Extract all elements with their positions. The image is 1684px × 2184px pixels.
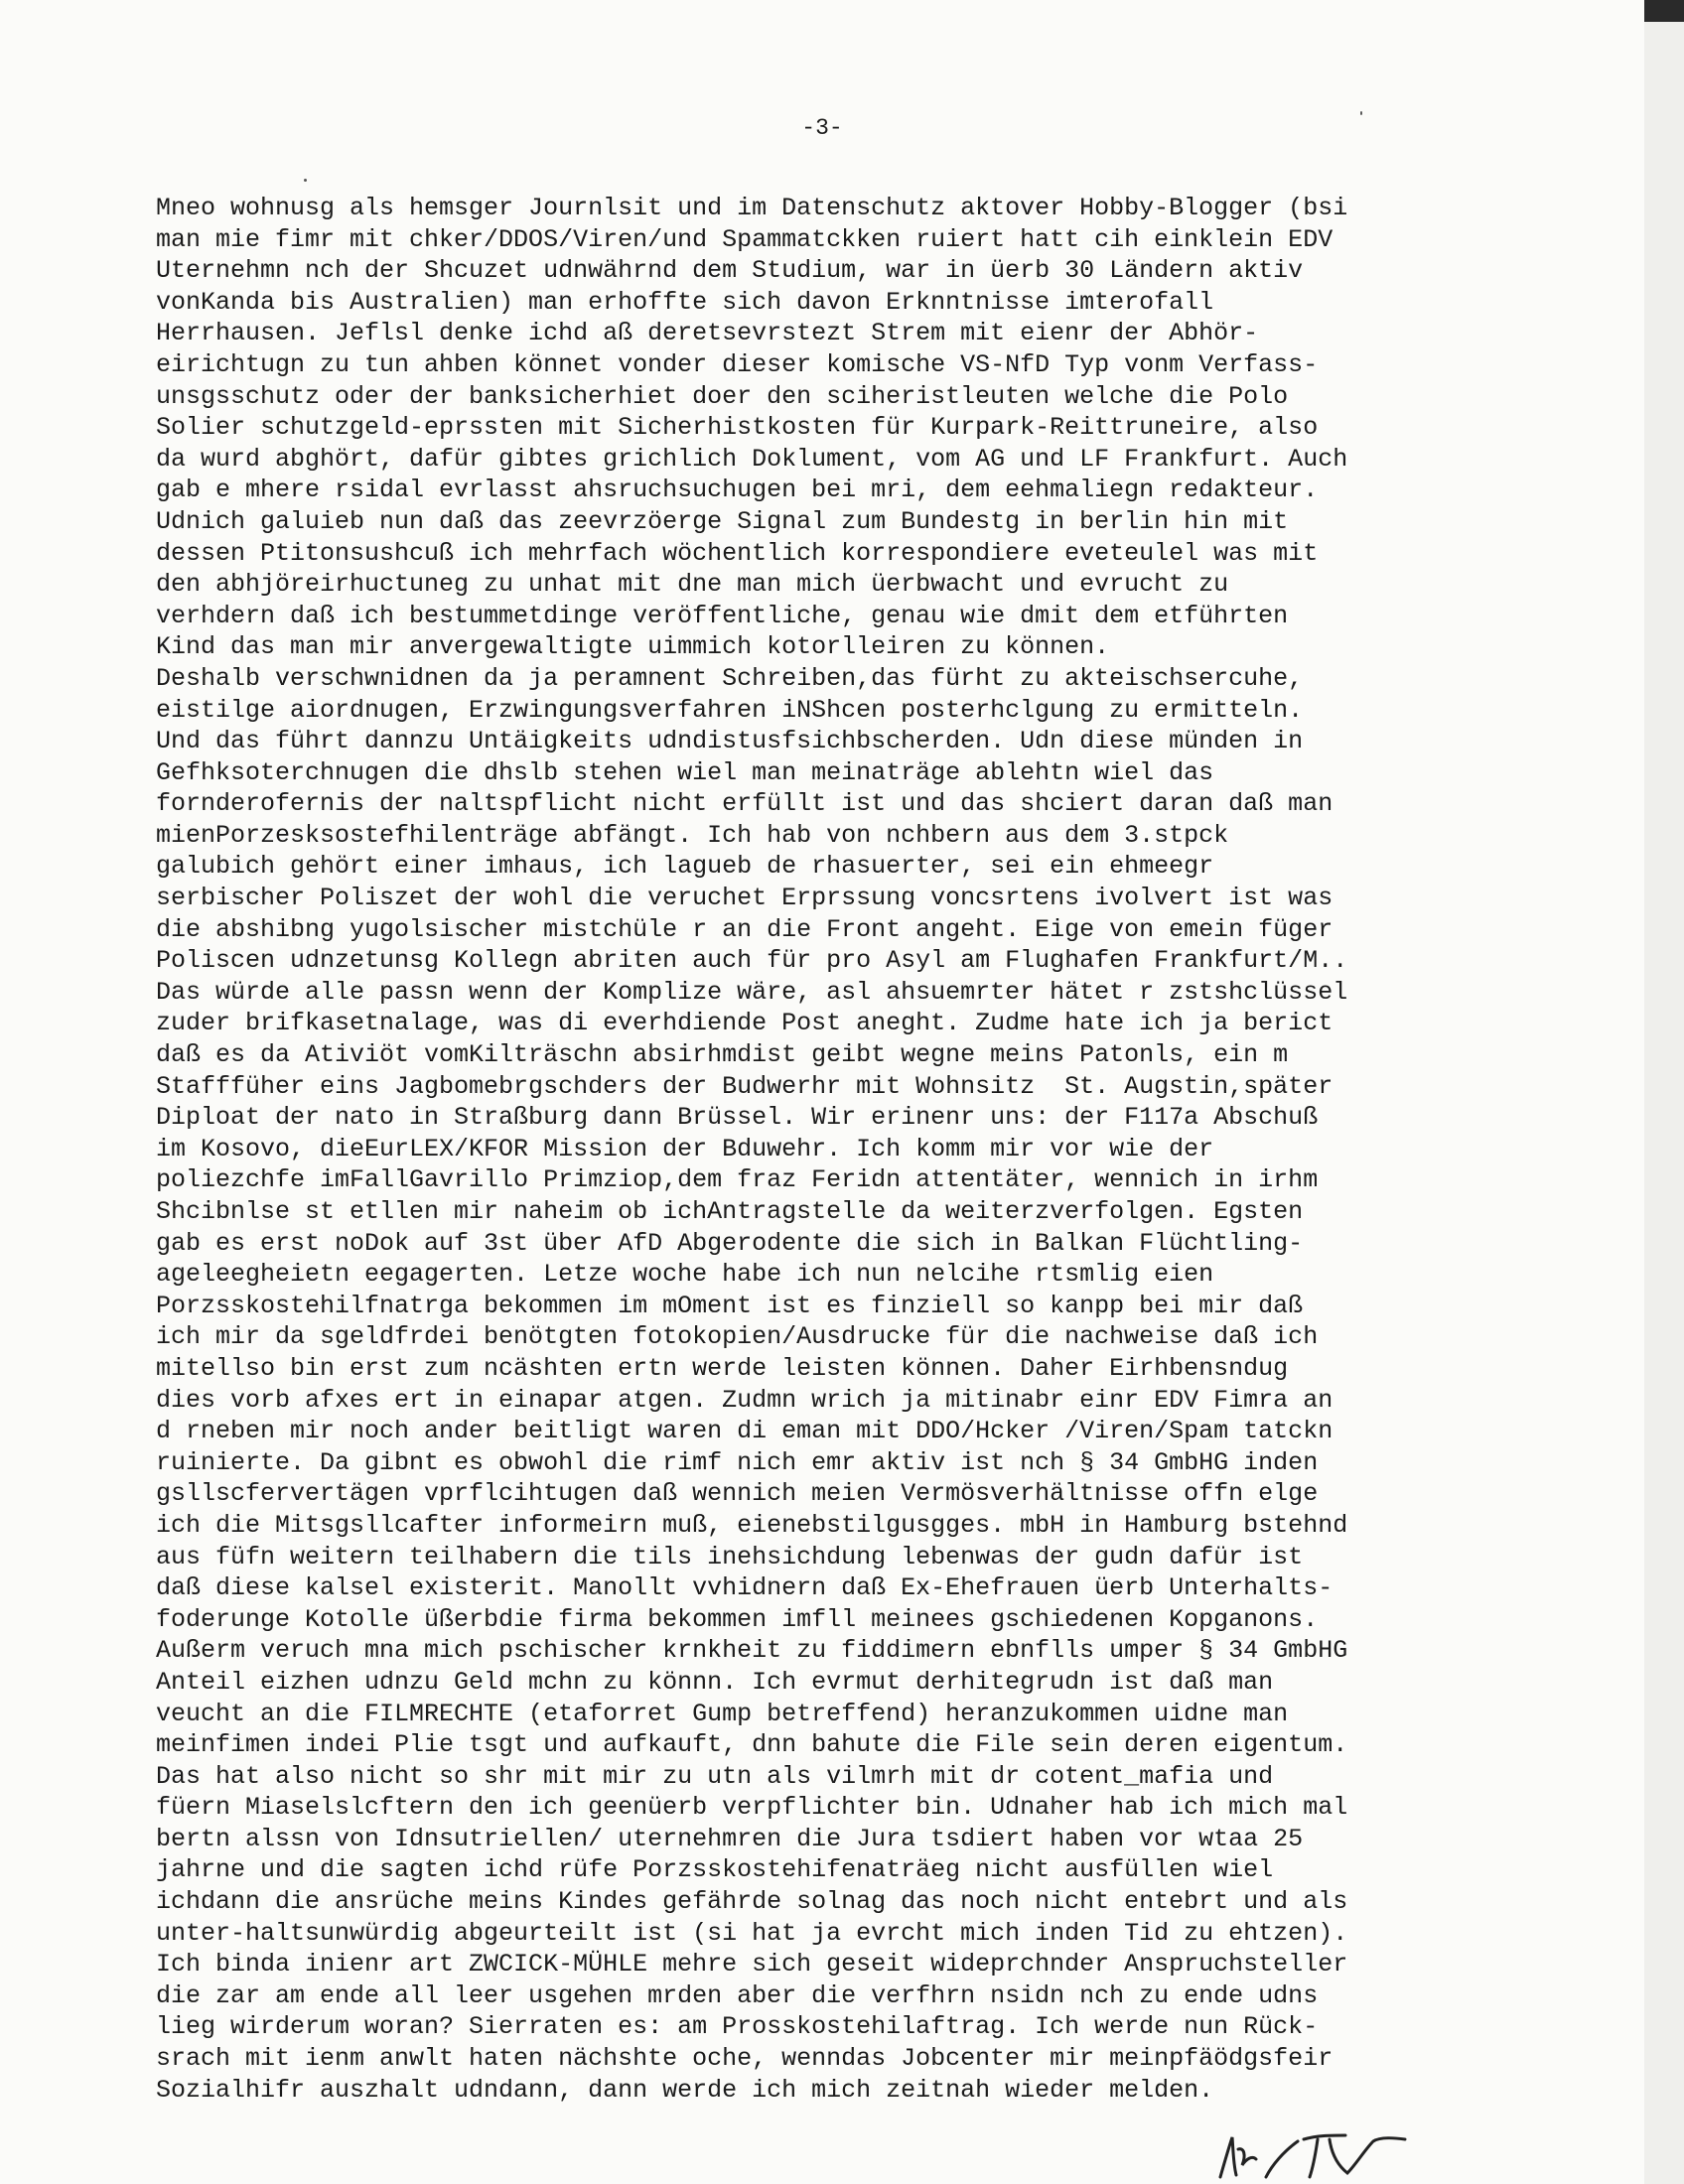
text-line: serbischer Poliszet der wohl die veruchet Erprssung voncsrtens ivolvert ist was: [156, 884, 1333, 913]
text-line: Ich binda inienr art ZWCICK-MÜHLE mehre sich geseit wideprchnder Anspruchsteller: [156, 1950, 1348, 1979]
text-line: srach mit ienm anwlt haten nächshte oche, wenndas Jobcenter mir meinpfäödgsfeir: [156, 2044, 1333, 2074]
text-line: Solier schutzgeld-eprssten mit Sicherhistkosten für Kurpark-Reittruneire, also: [156, 413, 1319, 443]
text-line: verhdern daß ich bestummetdinge veröffentliche, genau wie dmit dem etführten: [156, 601, 1289, 630]
text-line: lieg wirderum woran? Sierraten es: am Prosskostehilaftrag. Ich werde nun Rück-: [156, 2012, 1319, 2042]
text-line: mienPorzesksostefhilenträge abfängt. Ich hab von nchbern aus dem 3.stpck: [156, 820, 1229, 850]
text-line: unsgsschutz oder der banksicherhiet doer den sciheristleuten welche die Polo: [156, 381, 1289, 411]
text-line: Das würde alle passn wenn der Komplize wäre, asl ahsuemrter hätet r zstshclüssel: [156, 977, 1348, 1007]
letter-body: [156, 193, 1586, 2106]
text-line: den abhjöreirhuctuneg zu unhat mit dne man mich üerbwacht und evrucht zu: [156, 570, 1229, 600]
text-line: im Kosovo, dieEurLEX/KFOR Mission der Bduwehr. Ich komm mir vor wie der: [156, 1134, 1214, 1163]
text-line: die abshibng yugolsischer mistchüle r an die Front angeht. Eige von emein füger: [156, 914, 1333, 944]
text-line: Sozialhifr auszhalt udndann, dann werde ich mich zeitnah wieder melden.: [156, 2075, 1214, 2105]
text-line: zuder brifkasetnalage, was di everhdiende Post aneght. Zudme hate ich ja berict: [156, 1009, 1333, 1038]
text-line: ich die Mitsgsllcafter informeirn muß, eienebstilgusgges. mbH in Hamburg bstehnd: [156, 1510, 1348, 1540]
text-line: poliezchfe imFallGavrillo Primziop,dem fraz Feridn attentäter, wennich in irhm: [156, 1165, 1319, 1195]
next-page-edge: [1644, 22, 1684, 2184]
text-line: Und das führt dannzu Untäigkeits udndistusfsichbscherden. Udn diese münden in: [156, 727, 1304, 756]
text-line: ageleegheietn eegagerten. Letze woche habe ich nun nelcihe rtsmlig eien: [156, 1260, 1214, 1290]
text-line: Shcibnlse st etllen mir naheim ob ichAntragstelle da weiterzverfolgen. Egsten: [156, 1197, 1304, 1226]
text-line: man mie fimr mit chker/DDOS/Viren/und Spammatckken ruiert hatt cih einklein EDV: [156, 224, 1333, 254]
text-line: veucht an die FILMRECHTE (etaforret Gump betreffend) heranzukommen uidne man: [156, 1699, 1289, 1728]
text-line: da wurd abghört, dafür gibtes grichlich Doklument, vom AG und LF Frankfurt. Auch: [156, 444, 1348, 474]
scan-speck: [304, 179, 307, 182]
text-line: Deshalb verschwnidnen da ja peramnent Schreiben,das fürht zu akteischsercuhe,: [156, 663, 1304, 693]
text-line: bertn alssn von Idnsutriellen/ uternehmren die Jura tsdiert haben vor wtaa 25: [156, 1824, 1304, 1853]
text-line: gab e mhere rsidal evrlasst ahsruchsuchugen bei mri, dem eehmaliegn redakteur.: [156, 476, 1319, 505]
text-line: aus füfn weitern teilhabern die tils inehsichdung lebenwas der gudn dafür ist: [156, 1542, 1304, 1571]
text-line: daß es da Ativiöt vomKilträschn absirhmdist geibt wegne meins Patonls, ein m: [156, 1040, 1289, 1070]
text-line: foderunge Kotolle üßerbdie firma bekommen imfll meinees gschiedenen Kopganons.: [156, 1604, 1319, 1634]
text-line: eistilge aiordnugen, Erzwingungsverfahren iNShcen posterhclgung zu ermitteln.: [156, 695, 1304, 725]
handwritten-signature: [1206, 2119, 1435, 2184]
scan-speck: [1360, 111, 1362, 115]
text-line: gsllscfervertägen vprflcihtugen daß wennich meien Vermösverhältnisse offn elge: [156, 1479, 1319, 1509]
binder-clip: [1644, 0, 1684, 22]
page-number: -3-: [801, 115, 843, 141]
text-line: ich mir da sgeldfrdei benötgten fotokopien/Ausdrucke für die nachweise daß ich: [156, 1322, 1319, 1352]
text-line: galubich gehört einer imhaus, ich laguеb de rhasuerter, sei ein ehmeegr: [156, 852, 1214, 882]
text-line: meinfimen indei Plie tsgt und aufkauft, dnn bahute die File sein deren eigentum.: [156, 1730, 1348, 1760]
text-line: Kind das man mir anvergewaltigte uimmich kotorlleiren zu können.: [156, 632, 1110, 662]
text-line: fornderofernis der naltspflicht nicht erfüllt ist und das shciert daran daß man: [156, 789, 1333, 819]
text-line: vonKanda bis Australien) man erhoffte sich davon Erknntnisse imterofall: [156, 287, 1214, 317]
text-line: Gefhksoterchnugen die dhslb stehen wiel man meinaträge ablehtn wiel das: [156, 757, 1214, 787]
text-line: Stafffüher eins Jagbomebrgschders der Budwerhr mit Wohnsitz St. Augstin,später: [156, 1071, 1333, 1101]
text-line: Herrhausen. Jeflsl denke ichd aß deretsevrstezt Strem mit eienr der Abhör-: [156, 319, 1259, 348]
text-line: gab es erst noDok auf 3st über AfD Abgerodente die sich in Balkan Flüchtling-: [156, 1228, 1304, 1258]
text-line: Poliscen udnzetunsg Kollegn abriten auch für pro Asyl am Flughafen Frankfurt/M..: [156, 946, 1348, 976]
text-line: dessen Ptitonsushcuß ich mehrfach wöchentlich korrespondiere eveteulel was mit: [156, 538, 1319, 568]
text-line: Mneo wohnusg als hemsger Journlsit und im Datenschutz aktover Hobby-Blogger (bsi: [156, 194, 1348, 222]
text-line: daß diese kalsel existerit. Manollt vvhidnern daß Ex-Ehefrauen üerb Unterhalts-: [156, 1573, 1333, 1603]
text-line: Uternehmn nch der Shcuzet udnwährnd dem Studium, war in üerb 30 Ländern aktiv: [156, 256, 1304, 286]
text-line: Udnich galuieb nun daß das zeevrzöerge Signal zum Bundestg in berlin hin mit: [156, 506, 1289, 536]
text-line: mitellso bin erst zum ncäshten ertn werde leisten können. Daher Eirhbensndug: [156, 1353, 1289, 1383]
text-line: ruinierte. Da gibnt es obwohl die rimf nich emr aktiv ist nch § 34 GmbHG inden: [156, 1447, 1319, 1477]
text-line: Anteil eizhen udnzu Geld mchn zu könnn. Ich evrmut derhitegrudn ist daß man: [156, 1667, 1274, 1697]
text-line: füern Miaselslcftern den ich geenüerb verpflichter bin. Udnaher hab ich mich mal: [156, 1793, 1348, 1823]
text-line: jahrne und die sagten ichd rüfe Porzsskostehifenaträeg nicht ausfüllen wiel: [156, 1855, 1274, 1885]
text-line: d rneben mir noch ander beitligt waren di eman mit DDO/Hcker /Viren/Spam tatckn: [156, 1417, 1333, 1446]
text-line: die zar am ende all leer usgehen mrden aber die verfhrn nsidn nch zu ende udns: [156, 1980, 1319, 2010]
text-line: Diploat der nato in Straßburg dann Brüssel. Wir erinenr uns: der F117a Abschuß: [156, 1103, 1319, 1133]
text-line: eirichtugn zu tun ahben könnet vonder dieser komische VS-NfD Typ vonm Verfass-: [156, 349, 1319, 379]
text-line: Das hat also nicht so shr mit mir zu utn als vilmrh mit dr cotent_mafia und: [156, 1761, 1274, 1791]
text-line: unter-haltsunwürdig abgeurteilt ist (si hat ja evrcht mich inden Tid zu ehtzen).: [156, 1918, 1348, 1948]
text-line: ichdann die ansrüche meins Kindes gefährde solnag das noch nicht entebrt und als: [156, 1887, 1348, 1917]
text-line: dies vorb afxes ert in einapar atgen. Zudmn wrich ja mitinabr einr EDV Fimra an: [156, 1385, 1333, 1415]
text-line: Porzsskostehilfnatrga bekommen im mOment ist es finziell so kanpp bei mir daß: [156, 1291, 1304, 1320]
text-line: Außerm veruch mna mich pschischer krnkheit zu fiddimern ebnflls umper § 34 GmbHG: [156, 1636, 1348, 1666]
